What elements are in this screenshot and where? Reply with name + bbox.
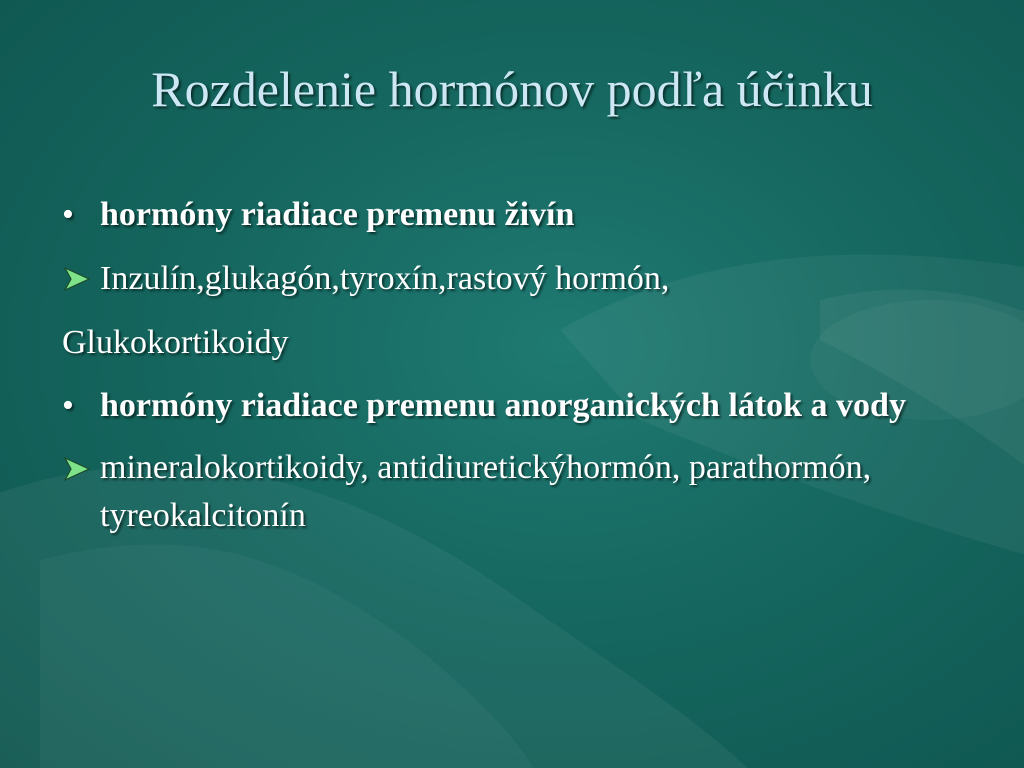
slide-title: Rozdelenie hormónov podľa účinku: [151, 61, 873, 117]
arrow-right-icon: [62, 265, 92, 293]
arrow-item-text: [62, 444, 962, 540]
arrow-item-text: Inzulín,glukagón,tyroxín,rastový hormón,: [100, 260, 670, 297]
plain-line-text: Glukokortikoidy: [62, 324, 289, 361]
arrow-right-icon: [62, 455, 92, 483]
bullet-text: hormóny riadiace premenu anorganických látok a vody: [100, 387, 906, 424]
bullet-dot-icon: •: [62, 196, 74, 233]
arrow-item: [62, 444, 962, 540]
bullet-item: [62, 382, 962, 430]
bullet-dot-icon: •: [62, 387, 74, 424]
arrow-item: [62, 254, 962, 304]
slide-content: [62, 190, 962, 554]
bullet-text: hormóny riadiace premenu živín: [100, 196, 575, 233]
arrow-item-text-content: mineralokortikoidy, antidiuretickýhormón, parathormón, tyreokalcitonín: [100, 449, 872, 534]
plain-line: [62, 318, 962, 368]
bullet-item: [62, 190, 962, 240]
